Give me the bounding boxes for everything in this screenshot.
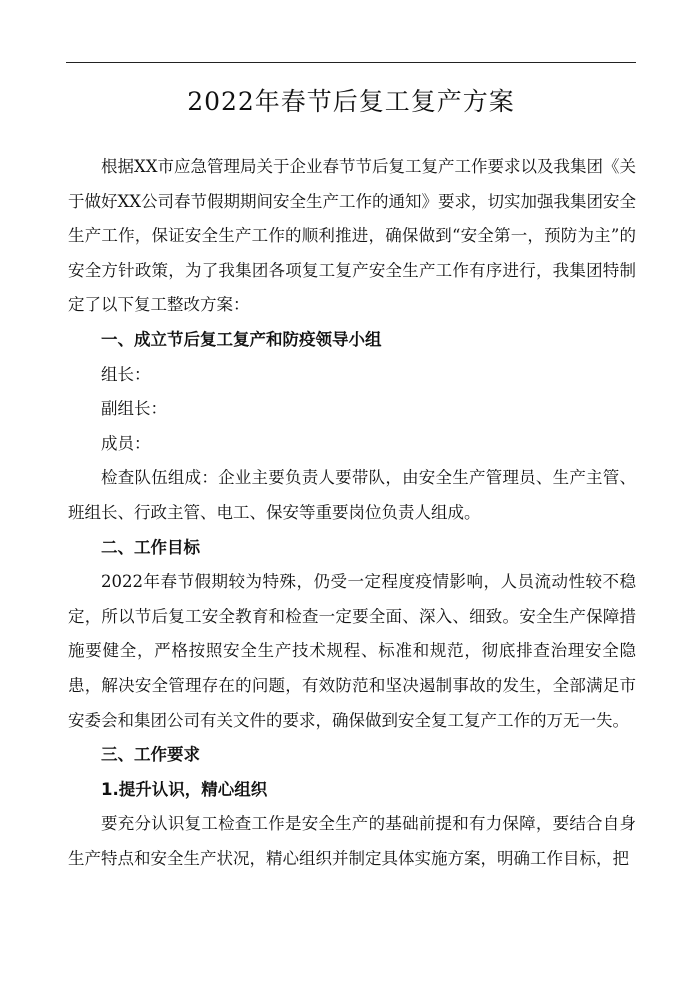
members-line: 成员： (101, 433, 151, 453)
subsection-1-heading: 1.提升认识，精心组织 (101, 779, 268, 799)
section-1-heading: 一、成立节后复工复产和防疫领导小组 (101, 329, 382, 349)
document-body (68, 150, 636, 876)
header-rule (66, 62, 636, 63)
inspection-team-paragraph: 检查队伍组成：企业主要负责人要带队，由安全生产管理员、生产主管、班组长、行政主管、电工、保安等重要岗位负责人组成。 (68, 468, 636, 522)
work-goal-paragraph: 2022年春节假期较为特殊，仍受一定程度疫情影响，人员流动性较不稳定，所以节后复工安全教育和检查一定要全面、深入、细致。安全生产保障措施要健全，严格按照安全生产技术规程、标准和规范，彻底排查治理安全隐患，解决安全管理存在的问题，有效防范和坚决遏制事故的发生，全部满足市安委会和集团公司有关文件的要求，确保做到安全复工复产工作的万无一失。 (68, 572, 636, 730)
intro-paragraph: 根据XX市应急管理局关于企业春节节后复工复产工作要求以及我集团《关于做好XX公司春节假期期间安全生产工作的通知》要求，切实加强我集团安全生产工作，保证安全生产工作的顺利推进，确保做到“安全第一，预防为主”的安全方针政策，为了我集团各项复工复产安全生产工作有序进行，我集团特制定了以下复工整改方案： (68, 157, 636, 315)
subsection-1-paragraph: 要充分认识复工检查工作是安全生产的基础前提和有力保障，要结合自身生产特点和安全生产状况，精心组织并制定具体实施方案，明确工作目标，把 (68, 814, 636, 868)
leader-line: 组长： (101, 364, 151, 384)
document-title: 2022年春节后复工复产方案 (187, 87, 515, 116)
section-3-heading: 三、工作要求 (101, 745, 200, 765)
deputy-leader-line: 副组长： (101, 399, 167, 419)
section-2-heading: 二、工作目标 (101, 537, 200, 557)
